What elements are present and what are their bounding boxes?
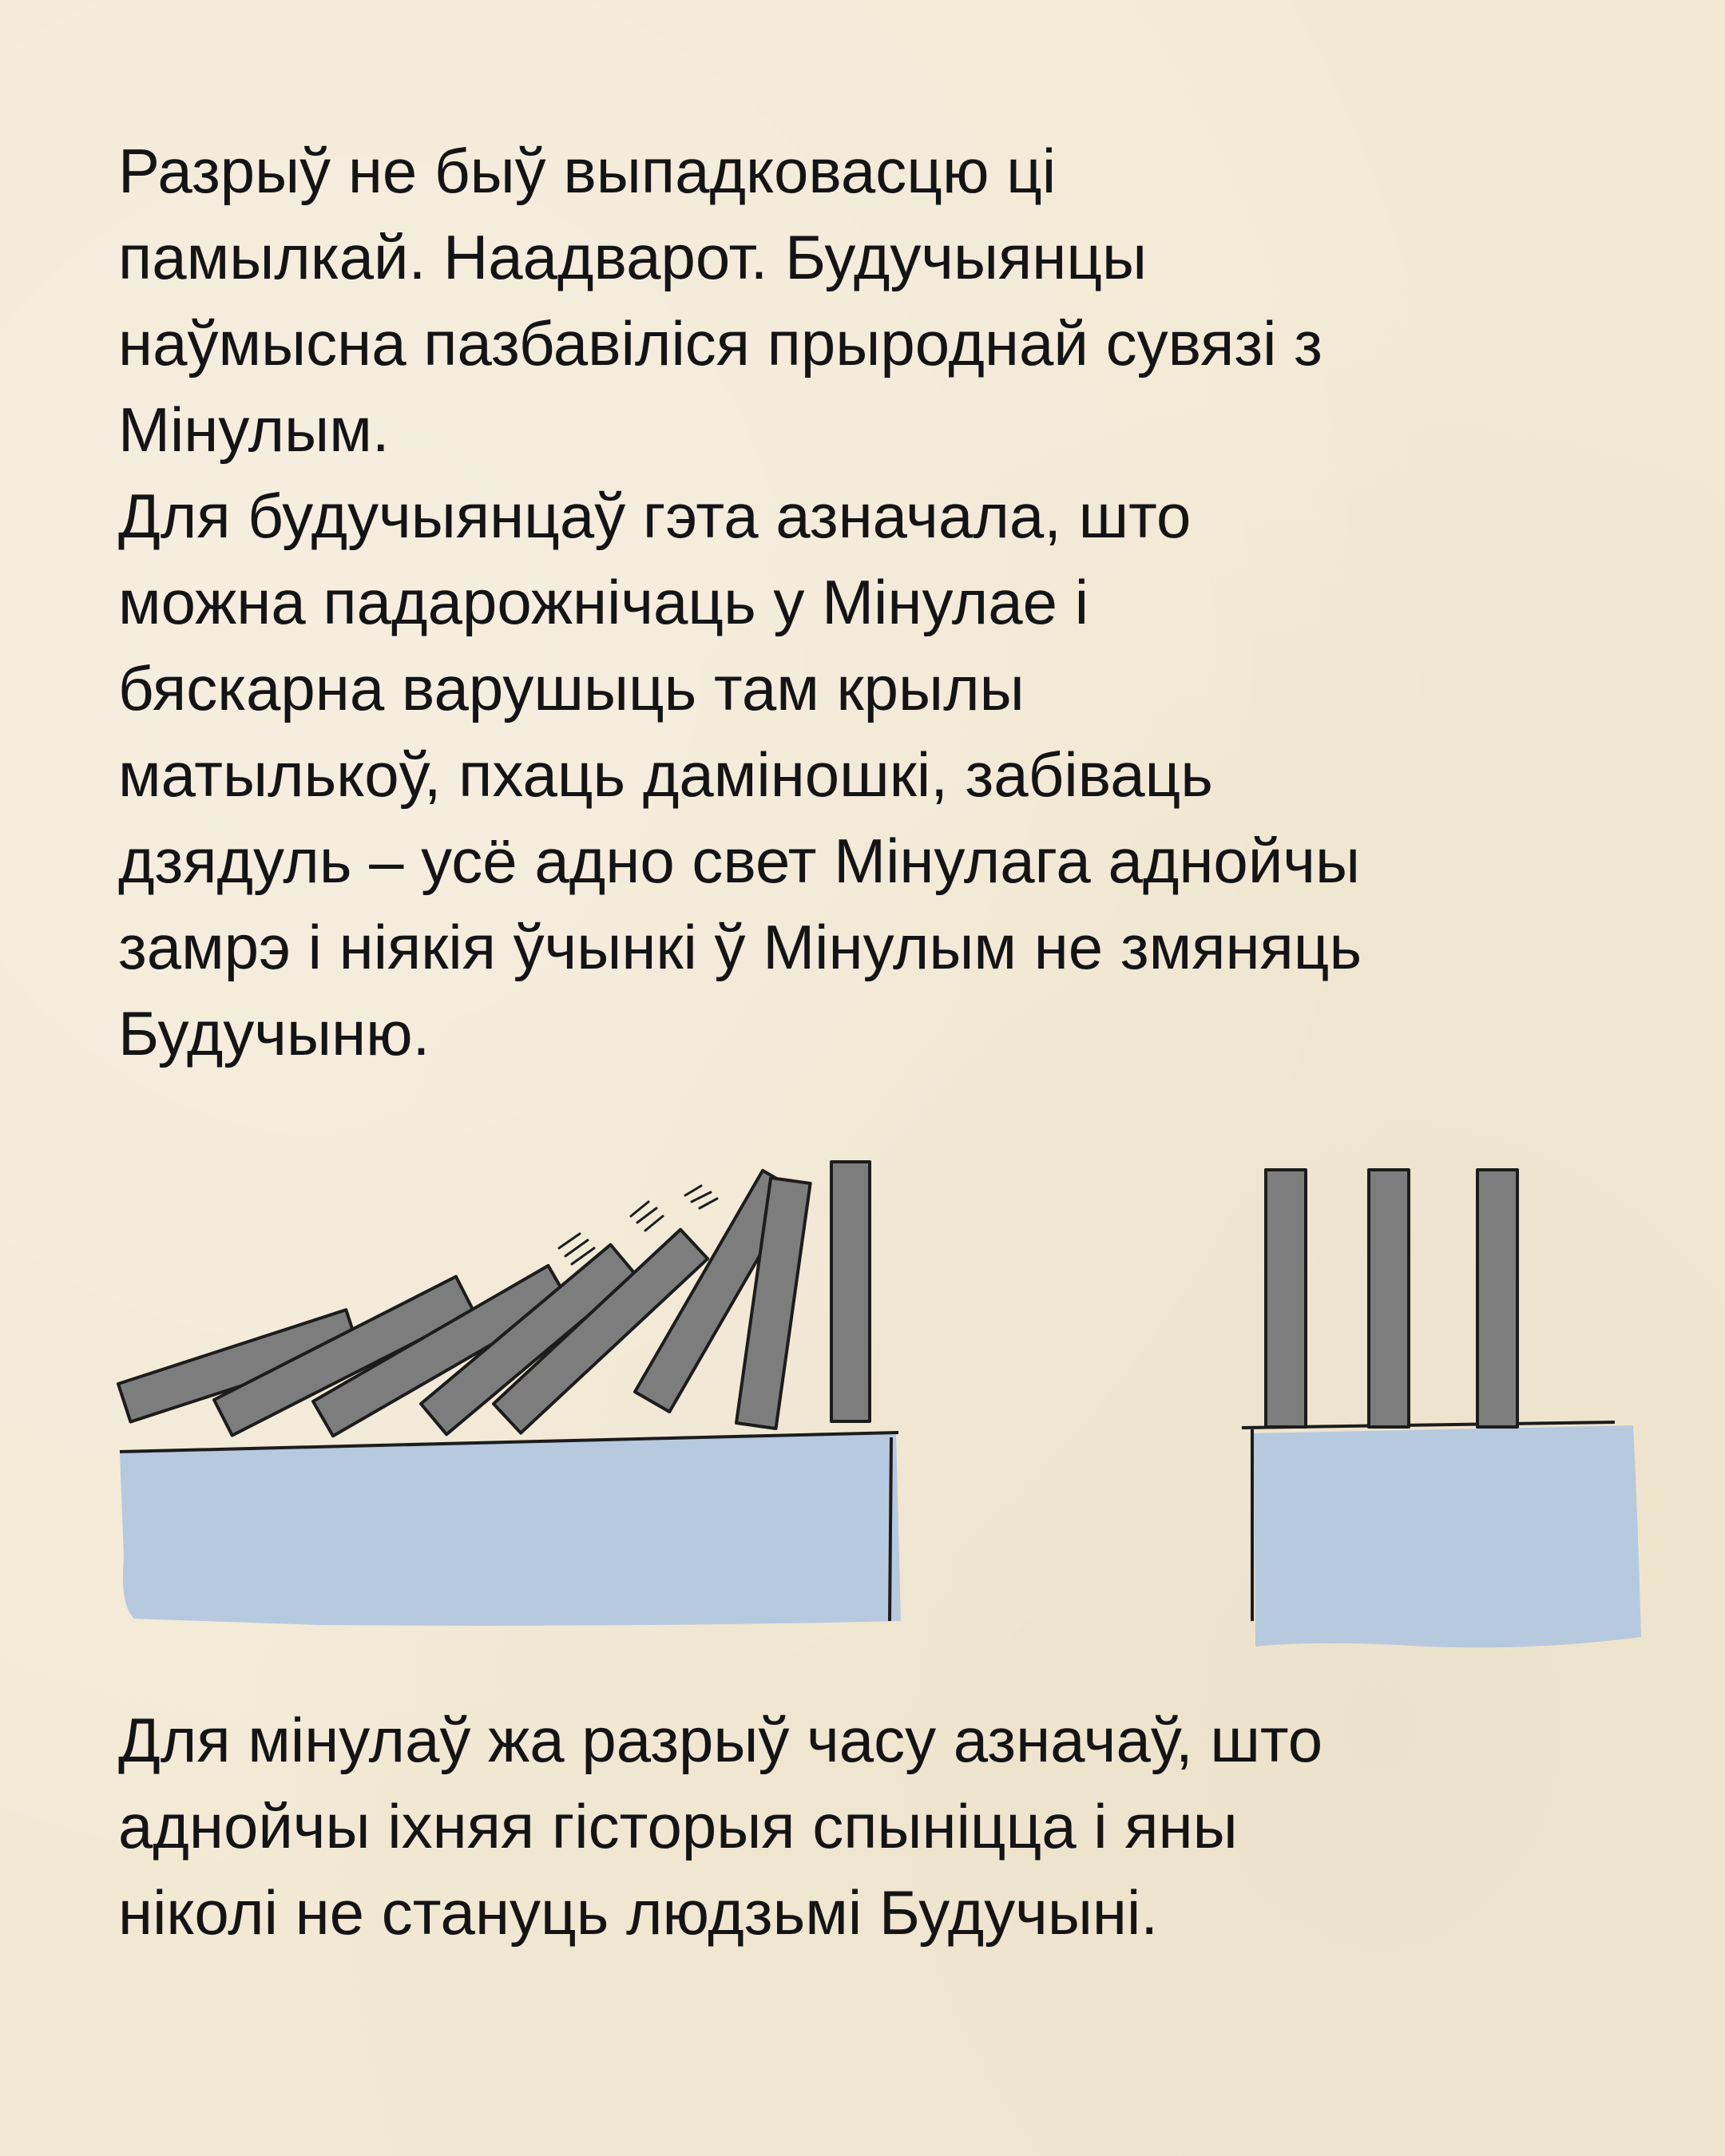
domino (1266, 1170, 1306, 1427)
text-line: Мінулым. (118, 394, 390, 465)
text-line: Для мінулаў жа разрыў часу азначаў, што (118, 1705, 1323, 1775)
text-line: можна падарожнічаць у Мінулае і (118, 567, 1089, 637)
falling-dominoes (118, 1162, 870, 1436)
text-line: памылкай. Наадварот. Будучыянцы (118, 222, 1148, 292)
text-line: замрэ і ніякія ўчынкі ў Мінулым не змяняць (118, 912, 1362, 982)
domino (1477, 1170, 1517, 1427)
right-scene (1242, 1170, 1641, 1647)
text-line: аднойчы іхняя гісторыя спыніцца і яны (118, 1791, 1238, 1861)
text-block-bottom (118, 1697, 1636, 1956)
standing-dominoes (1266, 1170, 1517, 1427)
paragraph-1 (118, 128, 1636, 473)
text-line: матылькоў, пхаць даміношкі, забіваць (118, 739, 1213, 810)
right-ground-block (1254, 1425, 1641, 1647)
domino (831, 1162, 870, 1421)
left-scene (118, 1162, 901, 1626)
text-line: бяскарна варушыць там крылы (118, 653, 1025, 723)
text-block-top (118, 128, 1636, 1076)
text-line: Будучыню. (118, 998, 430, 1068)
left-ground-block (120, 1434, 901, 1626)
text-line: наўмысна пазбавіліся прыроднай сувязі з (118, 308, 1322, 378)
domino-illustration (0, 1118, 1725, 1677)
text-line: Для будучыянцаў гэта азначала, што (118, 481, 1192, 551)
paragraph-2 (118, 473, 1636, 1076)
text-line: ніколі не стануць людзьмі Будучыні. (118, 1877, 1159, 1948)
paragraph-3 (118, 1697, 1636, 1956)
text-line: дзядуль – усё адно свет Мінулага аднойчы (118, 826, 1361, 896)
domino (1369, 1170, 1409, 1427)
left-ground-right-edge (890, 1437, 891, 1621)
text-line: Разрыў не быў выпадковасцю ці (118, 136, 1057, 206)
